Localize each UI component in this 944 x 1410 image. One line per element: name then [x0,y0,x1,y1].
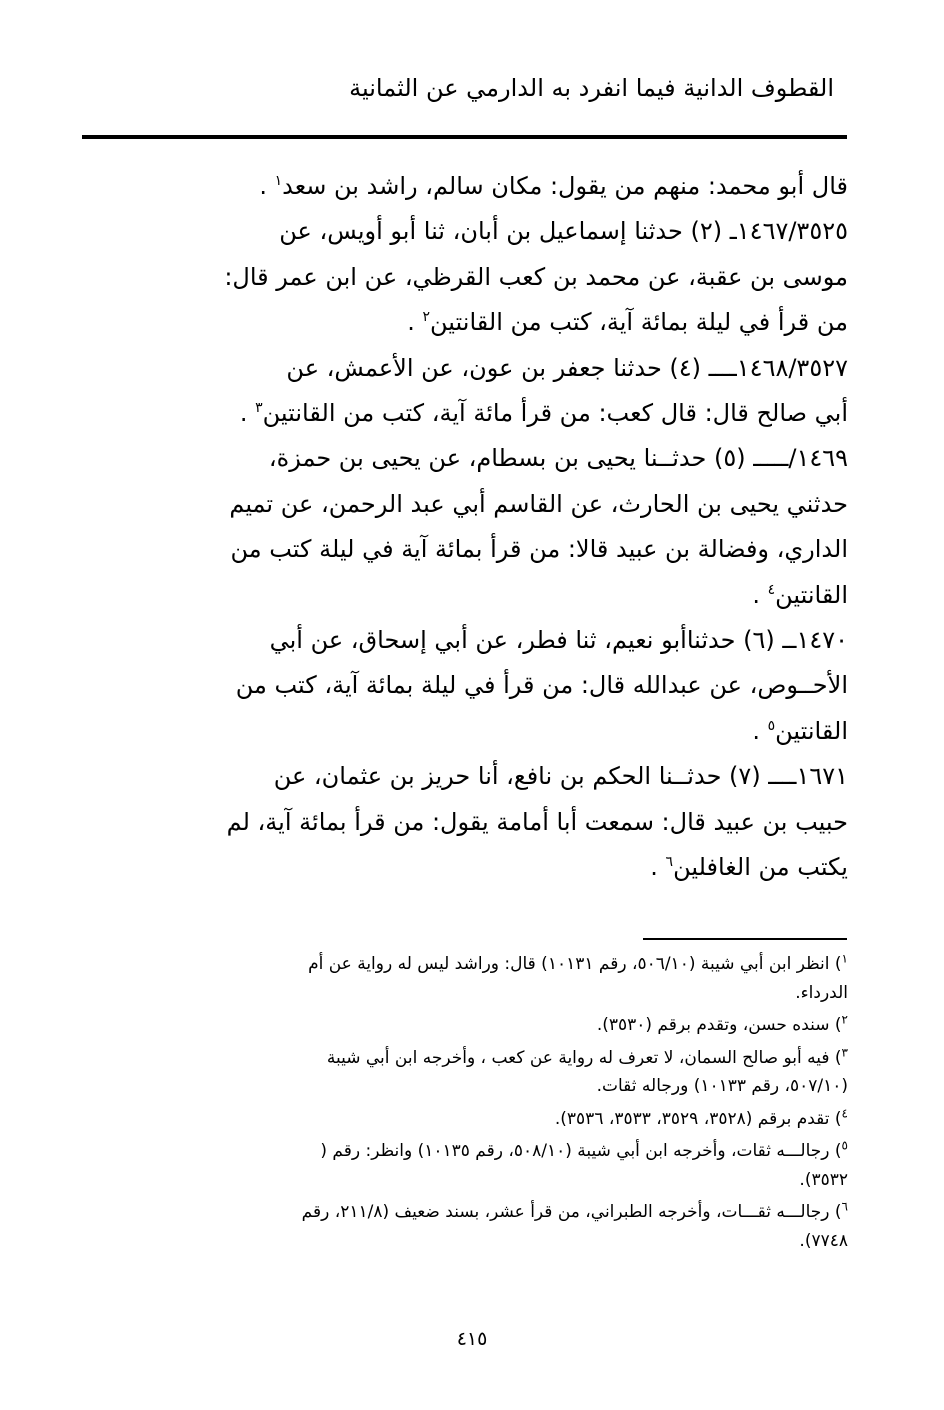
paragraph-text: ١٤٦٧/٣٥٢٥ـ (٢) حدثنا إسماعيل بن أبان، ثنا أبو أويس، عن موسى بن عقبة، عن محمد بن كعب القرظي، عن ابن عمر قال: من قرأ في ليلة بمائة آية، كتب من القانتين [224,217,848,337]
footnote-text: تقدم برقم (٣٥٢٨، ٣٥٢٩، ٣٥٣٣، ٣٥٣٦). [554,1108,830,1129]
paragraph-end: . [407,308,415,337]
paragraph-text: ١٦٧١ــــ (٧) حدثــنا الحكم بن نافع، أنا حريز بن عثمان، عن حبيب بن عبيد قال: سمعت أبا أمامة يقول: من قرأ بمائة آية، لم يكتب من الغافلين [226,762,848,882]
hadith-1470 [83,618,848,754]
hadith-1468 [83,346,848,437]
footnote-ref-3: ٣ [255,400,263,417]
paragraph-end: . [752,580,760,609]
running-header-title: القطوف الدانية فيما انفرد به الدارمي عن الثمانية [349,74,834,102]
footnote-marker: ٤ [841,1105,848,1120]
footnote-marker: ٣ [841,1044,848,1059]
footnote-1: $^١$) انظر ابن أبي شيبة (٥٠٦/١٠، رقم ١٠١٣١) قال: وراشد ليس له رواية عن أم الدرداء. [308,951,848,1003]
footnote-divider [643,938,847,940]
paragraph-1 [83,164,848,209]
paragraph-end: . [752,716,760,745]
footnote-2: $^٢$) سنده حسن، وتقدم برقم (٣٥٣٠). [596,1012,848,1035]
footnote-marker: ٢ [841,1012,848,1027]
footnote-text: رجالـــه ثقات، وأخرجه ابن أبي شيبة (٥٠٨/١٠، رقم ١٠١٣٥) وانظر: رقم ( ٣٥٣٢). [320,1141,848,1190]
hadith-1671 [83,754,848,890]
footnote-marker: ٦ [841,1199,848,1214]
footnote-text: سنده حسن، وتقدم برقم (٣٥٣٠). [596,1015,830,1035]
paragraph-end: . [239,399,248,428]
footnote-marker: ١ [841,951,848,966]
paragraph-text: ١٤٧٠ــ (٦) حدثناأبو نعيم، ثنا فطر، عن أبي إسحاق، عن أبي الأحــوص، عن عبدالله قال: من قرأ في ليلة بمائة آية، كتب من القانتين [235,626,848,745]
paragraph-end: . [650,853,658,882]
footnote-ref-5: ٥ [767,717,776,734]
footnote-4: $^٤$) تقدم برقم (٣٥٢٨، ٣٥٢٩، ٣٥٣٣، ٣٥٣٦). [554,1105,848,1129]
header-divider [82,135,847,139]
footnote-ref-1: ١ [274,173,283,189]
footnote-text: فيه أبو صالح السمان، لا تعرف له رواية عن كعب ، وأخرجه ابن أبي شيبة (٥٠٧/١٠، رقم ١٠١٣٣) ورجاله ثقات. [326,1047,848,1096]
footnote-marker: ٥ [841,1138,848,1153]
footnote-text: انظر ابن أبي شيبة (٥٠٦/١٠، رقم ١٠١٣١) قال: وراشد ليس له رواية عن أم الدرداء. [308,954,848,1003]
footnote-text: رجالـــه ثقـــات، وأخرجه الطبراني، من قرأ عشر، بسند ضعيف (٢١١/٨، رقم ٧٧٤٨). [301,1202,848,1251]
hadith-1467 [83,209,848,345]
footnote-ref-2: ٢ [422,309,431,326]
paragraph-text: ١٤٦٨/٣٥٢٧ــــ (٤) حدثنا جعفر بن عون، عن الأعمش، عن أبي صالح قال: قال كعب: من قرأ مائة آية، كتب من القانتين [262,353,848,428]
paragraph-end: . [259,172,267,200]
page-number: ٤١٥ [456,1328,488,1350]
footnotes [83,950,848,1259]
main-text [83,164,848,891]
footnote-5: $^٥$) رجالـــه ثقات، وأخرجه ابن أبي شيبة (٥٠٨/١٠، رقم ١٠١٣٥) وانظر: رقم ( ٣٥٣٢). [320,1138,848,1190]
paragraph-text: قال أبو محمد: منهم من يقول: مكان سالم، راشد بن سعد [282,172,848,200]
footnote-3: $^٣$) فيه أبو صالح السمان، لا تعرف له رواية عن كعب ، وأخرجه ابن أبي شيبة (٥٠٧/١٠، رقم ١٠١٣٣) ورجاله ثقات. [326,1044,848,1096]
footnote-ref-4: ٤ [767,581,776,598]
paragraph-text: ١٤٦٩/ـــــ (٥) حدثــنا يحيى بن بسطام، عن يحيى بن حمزة، حدثني يحيى بن الحارث، عن القاسم أبي عبد الرحمن، عن تميم الداري، وفضالة بن عبيد قالا: من قرأ بمائة آية في ليلة كتب من القانتين [229,444,848,609]
footnote-ref-6: ٦ [665,854,674,871]
footnote-6: $^٦$) رجالـــه ثقـــات، وأخرجه الطبراني، من قرأ عشر، بسند ضعيف (٢١١/٨، رقم ٧٧٤٨). [301,1199,848,1251]
hadith-1469 [83,436,848,618]
